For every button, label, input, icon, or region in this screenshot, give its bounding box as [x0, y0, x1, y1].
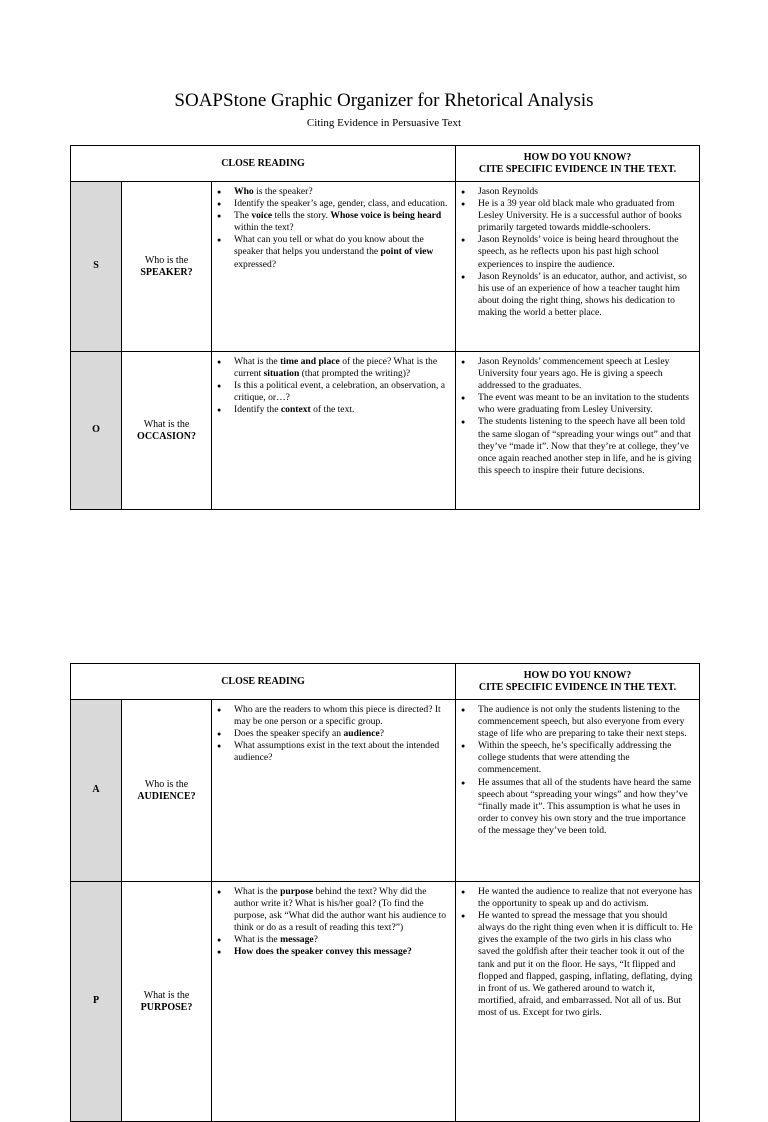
prompts-cell — [212, 352, 456, 510]
question-cell — [122, 352, 212, 510]
evidence-header-line2: CITE SPECIFIC EVIDENCE IN THE TEXT. — [478, 681, 677, 693]
evidence-list — [456, 882, 699, 1021]
prompt-item — [234, 380, 449, 404]
organizer-table-1 — [70, 145, 700, 510]
prompts-cell — [212, 182, 456, 352]
row-occasion — [71, 352, 700, 510]
prompt-text: Does the speaker specify an — [234, 728, 344, 740]
emphasis-text: voice — [251, 210, 273, 222]
prompt-text: expressed? — [234, 258, 277, 270]
prompt-item — [234, 198, 449, 210]
prompt-text: is the speaker? — [253, 186, 313, 197]
evidence-item: ● He wanted the audience to realize that not everyone has the opportunity to speak up and do activism. — [478, 886, 693, 910]
question-cell — [122, 700, 212, 882]
evidence-cell — [456, 882, 700, 1122]
letter-cell: S — [71, 182, 122, 352]
evidence-header-line1: HOW DO YOU KNOW? — [523, 669, 632, 681]
row-speaker — [71, 182, 700, 352]
evidence-item: ● Jason Reynolds — [478, 186, 693, 198]
question-line: What is the — [143, 418, 190, 430]
prompt-text: of the text. — [310, 404, 355, 416]
evidence-item: ● He wanted to spread the message that you should always do the right thing even when it is difficult to. He gives the example of the two girls in his class who saved the goldfish after their teacher took it out of the tank and put it on the floor. He says, “It flipped and flopped and flapped, gasping, inflating, deflating, dying in front of us. We gathered around to watch it, mortified, afraid, and embarrassed. Not all of us. But most of us. Except for two girls. — [478, 910, 693, 1019]
evidence-item: ● Jason Reynolds’ commencement speech at Lesley University four years ago. He is giving a speech addressed to the graduates. — [478, 356, 693, 392]
prompt-text: What assumptions exist in the text about the intended audience? — [234, 740, 440, 764]
page-title: SOAPStone Graphic Organizer for Rhetorical Analysis — [174, 90, 594, 111]
organizer-table-2 — [70, 663, 700, 1122]
evidence-cell — [456, 352, 700, 510]
question-cell — [122, 182, 212, 352]
prompt-item — [234, 186, 449, 198]
emphasis-text: purpose — [280, 886, 314, 897]
emphasis-text: audience — [343, 728, 380, 740]
row-audience — [71, 700, 700, 882]
question-line: Who is the — [144, 254, 189, 266]
evidence-header — [456, 664, 700, 700]
prompt-text: within the text? — [234, 222, 294, 234]
question-key: OCCASION? — [137, 430, 196, 442]
evidence-cell — [456, 700, 700, 882]
prompt-text: behind the text? Why did the author write it? What is his/her goal? (To find the purpose, ask “What did the author want his audience to think or do as a result of reading this text?”) — [234, 886, 447, 934]
prompt-item — [234, 704, 449, 728]
evidence-item: ● He assumes that all of the students have heard the same speech about “spreading your wings” and how they’ve “finally made it”. This assumption is what he uses in order to convey his own story and the true importance of the message they’ve been told. — [478, 777, 693, 837]
prompt-text: ? — [379, 728, 385, 740]
evidence-item: ● He is a 39 year old black male who graduated from Lesley University. He is a successful author of books primarily targeted towards middle-schoolers. — [478, 198, 693, 234]
page-subtitle: Citing Evidence in Persuasive Text — [306, 117, 462, 129]
prompt-item — [234, 728, 449, 740]
evidence-header — [456, 146, 700, 182]
emphasis-text: situation — [263, 368, 300, 380]
prompt-list — [212, 182, 455, 273]
evidence-cell — [456, 182, 700, 352]
prompt-text: Who are the readers to whom this piece is directed? It may be one person or a specific group. — [234, 704, 441, 728]
prompt-item — [234, 934, 449, 946]
close-reading-header: CLOSE READING — [71, 146, 456, 182]
prompt-list — [212, 882, 455, 961]
emphasis-text: context — [280, 404, 311, 416]
emphasis-text: message — [280, 934, 314, 946]
prompt-item — [234, 234, 449, 270]
question-line: What is the — [143, 989, 190, 1001]
evidence-item: ● Within the speech, he’s specifically addressing the college students that were attending the commencement. — [478, 740, 693, 776]
question-cell — [122, 882, 212, 1122]
evidence-item: ● The audience is not only the students listening to the commencement speech, but also everyone from every stage of life who are preparing to take their next steps. — [478, 704, 693, 740]
prompt-text: Identify the speaker’s age, gender, class, and education. — [234, 198, 448, 210]
prompts-cell — [212, 882, 456, 1122]
prompt-text: What can you tell or what do you know about the speaker that helps you understand the — [234, 234, 424, 258]
prompt-text: of the piece? What is the current — [234, 356, 438, 380]
evidence-header-line2: CITE SPECIFIC EVIDENCE IN THE TEXT. — [478, 163, 677, 175]
prompt-text: What is the — [234, 356, 281, 367]
row-purpose — [71, 882, 700, 1122]
question-key: SPEAKER? — [140, 266, 193, 278]
emphasis-text: How does the speaker convey this message? — [234, 946, 412, 958]
prompt-text: Identify the — [234, 404, 281, 416]
evidence-list — [456, 352, 699, 479]
prompt-item — [234, 210, 449, 234]
prompt-item — [234, 404, 449, 416]
emphasis-text: Who — [234, 186, 254, 197]
prompt-item — [234, 356, 449, 380]
emphasis-text: Whose voice is being heard — [330, 210, 442, 222]
letter-cell: A — [71, 700, 122, 882]
evidence-header-line1: HOW DO YOU KNOW? — [523, 151, 632, 163]
close-reading-header: CLOSE READING — [71, 664, 456, 700]
prompts-cell — [212, 700, 456, 882]
prompt-item — [234, 886, 449, 934]
letter-cell: P — [71, 882, 122, 1122]
prompt-text: (that prompted the writing)? — [299, 368, 411, 380]
question-key: AUDIENCE? — [137, 790, 196, 802]
prompt-item — [234, 946, 449, 958]
prompt-text: What is the — [234, 934, 281, 946]
question-key: PURPOSE? — [140, 1001, 193, 1013]
emphasis-text: point of view — [380, 246, 434, 258]
prompt-item — [234, 740, 449, 764]
emphasis-text: time and place — [280, 356, 340, 367]
prompt-text: ? — [313, 934, 318, 946]
letter-cell: O — [71, 352, 122, 510]
evidence-item: ● Jason Reynolds’ voice is being heard throughout the speech, as he reflects upon his past high school experiences to inspire the audience. — [478, 234, 693, 270]
evidence-list — [456, 182, 699, 321]
evidence-item: ● The students listening to the speech have all been told the same slogan of “spreading your wings out” and that they’ve “made it”. Now that they’re at college, they’ve once again reached another step in life, and he is giving this speech to inspire their future decisions. — [478, 416, 693, 476]
evidence-item: ● The event was meant to be an invitation to the students who were graduating from Lesley University. — [478, 392, 693, 416]
evidence-item: ● Jason Reynolds’ is an educator, author, and activist, so his use of an experience of how a teacher taught him about doing the right thing, shows his dedication to making the world a better place. — [478, 271, 693, 319]
question-line: Who is the — [144, 778, 189, 790]
prompt-text: The — [234, 210, 252, 222]
prompt-text: tells the story. — [272, 210, 331, 222]
evidence-list — [456, 700, 699, 839]
prompt-list — [212, 352, 455, 418]
prompt-list — [212, 700, 455, 766]
prompt-text: Is this a political event, a celebration, an observation, a critique, or…? — [234, 380, 445, 404]
prompt-text: What is the — [234, 886, 281, 897]
